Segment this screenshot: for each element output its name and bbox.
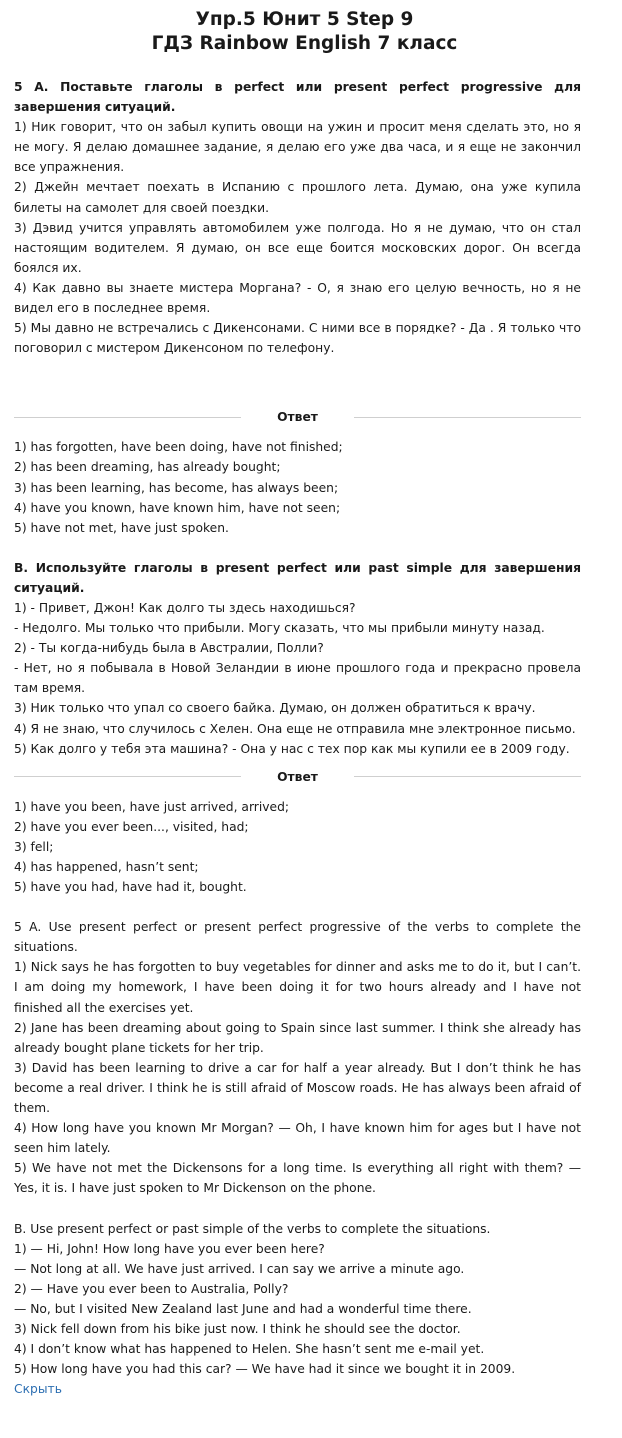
task-a-english bbox=[14, 917, 581, 1198]
task-b-en-heading: B. Use present perfect or past simple of the verbs to complete the situations. bbox=[14, 1221, 491, 1236]
task-a-en-item-3: 3) David has been learning to drive a car for half a year already. But I don’t think he has become a real driver. I think he is still afraid of Moscow roads. He has always been afraid of them. bbox=[14, 1060, 581, 1116]
page bbox=[0, 8, 622, 1438]
task-a-item-2: 2) Джейн мечтает поехать в Испанию с прошлого лета. Думаю, она уже купила билеты на самолет для своей поездки. bbox=[14, 180, 581, 215]
task-b-heading: B. Используйте глаголы в present perfect или past simple для завершения ситуаций. bbox=[14, 560, 581, 595]
task-a-item-1: 1) Ник говорит, что он забыл купить овощи на ужин и просит меня сделать это, но я не могу. Я делаю домашнее задание, я делаю его уже два часа, и я еще не закончил все упражнения. bbox=[14, 120, 581, 175]
task-b-en-item-7: 5) How long have you had this car? — We have had it since we bought it in 2009. bbox=[14, 1362, 516, 1377]
task-b-item-7: 5) Как долго у тебя эта машина? - Она у нас с тех пор как мы купили ее в 2009 году. bbox=[14, 741, 570, 756]
task-a-heading: 5 А. Поставьте глаголы в perfect или present perfect progressive для завершения ситуаций. bbox=[14, 80, 581, 115]
task-b-en-item-5: 3) Nick fell down from his bike just now. I think he should see the doctor. bbox=[14, 1321, 461, 1336]
task-b-russian bbox=[14, 558, 581, 759]
task-a-en-item-5: 5) We have not met the Dickensons for a long time. Is everything all right with them? — Yes, it is. I have just spoken to Mr Dickenson on the phone. bbox=[14, 1161, 581, 1196]
divider-line bbox=[14, 417, 241, 418]
task-b-item-2: - Недолго. Мы только что прибыли. Могу сказать, что мы прибыли минуту назад. bbox=[14, 621, 545, 636]
divider-line bbox=[354, 776, 581, 777]
task-b-item-4: - Нет, но я побывала в Новой Зеландии в июне прошлого года и прекрасно провела там время. bbox=[14, 661, 581, 696]
answer-label: Ответ bbox=[277, 410, 318, 425]
task-a-en-item-2: 2) Jane has been dreaming about going to Spain since last summer. I think she already has already bought plane tickets for her trip. bbox=[14, 1020, 581, 1055]
task-a-item-4: 4) Как давно вы знаете мистера Моргана? - О, я знаю его целую вечность, но я не видел его в последнее время. bbox=[14, 280, 581, 316]
answer-divider-a bbox=[14, 407, 581, 427]
task-b-item-6: 4) Я не знаю, что случилось с Хелен. Она еще не отправила мне электронное письмо. bbox=[14, 721, 576, 736]
answer-label: Ответ bbox=[277, 769, 318, 784]
answer-b-1: 1) have you been, have just arrived, arrived; bbox=[14, 799, 290, 814]
task-b-en-item-3: 2) — Have you ever been to Australia, Polly? bbox=[14, 1281, 289, 1296]
page-title bbox=[14, 8, 581, 56]
divider-line bbox=[14, 776, 241, 777]
task-a-item-5: 5) Мы давно не встречались с Дикенсонами. С ними все в порядке? - Да . Я только что поговорил с мистером Дикенсоном по телефону. bbox=[14, 321, 581, 356]
answer-b-4: 4) has happened, hasn’t sent; bbox=[14, 860, 199, 874]
task-a-en-item-1: 1) Nick says he has forgotten to buy vegetables for dinner and asks me to do it, but I can’t. I am doing my homework, I have been doing it for two hours already and I have not finished all the exercises yet. bbox=[14, 960, 581, 1015]
task-a-russian bbox=[14, 77, 581, 358]
divider-line bbox=[354, 417, 581, 418]
answer-a-3: 3) has been learning, has become, has always been; bbox=[14, 480, 339, 495]
answer-b-3: 3) fell; bbox=[14, 839, 54, 854]
task-b-en-item-2: — Not long at all. We have just arrived. I can say we arrive a minute ago. bbox=[14, 1261, 465, 1276]
task-a-en-heading: 5 A. Use present perfect or present perfect progressive of the verbs to complete the situations. bbox=[14, 920, 581, 955]
answers-a bbox=[14, 437, 581, 537]
task-b-en-item-6: 4) I don’t know what has happened to Helen. She hasn’t sent me e-mail yet. bbox=[14, 1342, 485, 1357]
answer-divider-b bbox=[14, 767, 581, 787]
title-line-1: Упр.5 Юнит 5 Step 9 bbox=[195, 9, 414, 30]
task-b-english bbox=[14, 1219, 581, 1380]
answers-b bbox=[14, 797, 581, 897]
answer-a-4: 4) have you known, have known him, have not seen; bbox=[14, 500, 341, 515]
task-b-item-1: 1) - Привет, Джон! Как долго ты здесь находишься? bbox=[14, 600, 356, 615]
task-a-en-item-4: 4) How long have you known Mr Morgan? — Oh, I have known him for ages but I have not seen him lately. bbox=[14, 1121, 581, 1156]
task-b-item-5: 3) Ник только что упал со своего байка. Думаю, он должен обратиться к врачу. bbox=[14, 701, 536, 716]
title-line-2: ГДЗ Rainbow English 7 класс bbox=[151, 33, 458, 54]
task-b-en-item-4: — No, but I visited New Zealand last June and had a wonderful time there. bbox=[14, 1301, 472, 1316]
answer-a-2: 2) has been dreaming, has already bought; bbox=[14, 460, 281, 475]
task-b-item-3: 2) - Ты когда-нибудь была в Австралии, Полли? bbox=[14, 641, 324, 656]
answer-a-1: 1) has forgotten, have been doing, have not finished; bbox=[14, 440, 343, 455]
task-a-item-3: 3) Дэвид учится управлять автомобилем уже полгода. Но я не думаю, что он стал настоящим водителем. Я думаю, он все еще боится московских дорог. Он всегда боялся их. bbox=[14, 220, 581, 275]
task-b-en-item-1: 1) — Hi, John! How long have you ever been here? bbox=[14, 1241, 325, 1256]
answer-a-5: 5) have not met, have just spoken. bbox=[14, 520, 229, 535]
answer-b-5: 5) have you had, have had it, bought. bbox=[14, 880, 247, 895]
answer-b-2: 2) have you ever been..., visited, had; bbox=[14, 819, 249, 834]
hide-link[interactable]: Скрыть bbox=[14, 1382, 62, 1397]
